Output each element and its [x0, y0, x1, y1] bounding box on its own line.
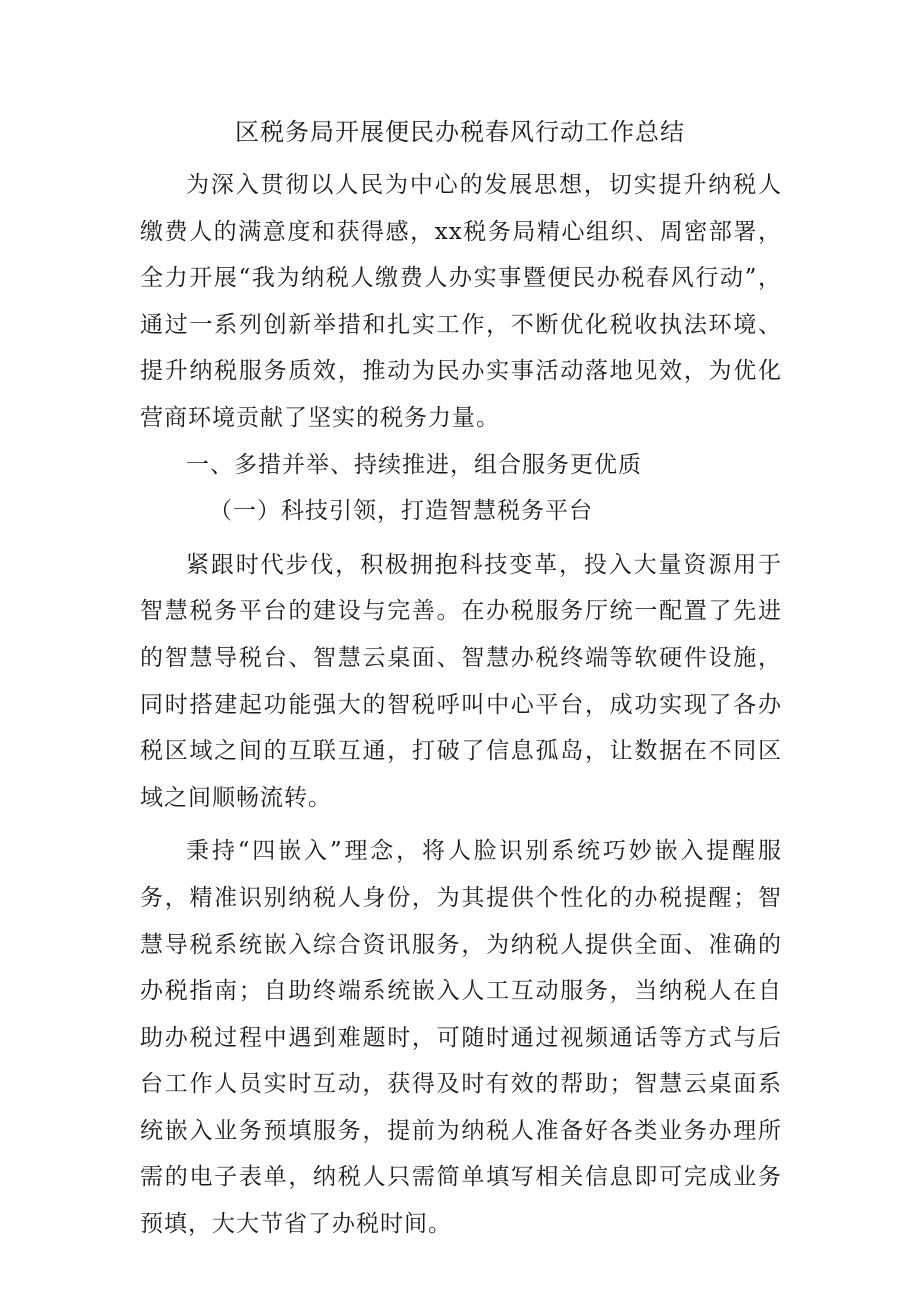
subsection-heading: （一）科技引领，打造智慧税务平台	[209, 498, 593, 525]
document-title: 区税务局开展便民办税春风行动工作总结	[235, 118, 685, 146]
section-heading: 一、多措并举、持续推进，组合服务更优质	[186, 451, 642, 478]
body-paragraph-1: 紧跟时代步伐，积极拥抱科技变革，投入大量资源用于智慧税务平台的建设与完善。在办税服务厅统一配置了先进的智慧导税台、智慧云桌面、智慧办税终端等软硬件设施，同时搭建起功能强大的智税呼叫中心平台，成功实现了各办税区域之间的互联互通，打破了信息孤岛，让数据在不同区域之间顺畅流转。	[140, 551, 782, 811]
document-body	[140, 162, 782, 1248]
intro-paragraph: 为深入贯彻以人民为中心的发展思想，切实提升纳税人缴费人的满意度和获得感，xx税务局精心组织、周密部署，全力开展“我为纳税人缴费人办实事暨便民办税春风行动”，通过一系列创新举措和扎实工作，不断优化税收执法环境、提升纳税服务质效，推动为民办实事活动落地见效，为优化营商环境贡献了坚实的税务力量。	[140, 172, 782, 431]
body-paragraph-2: 秉持“四嵌入”理念，将人脸识别系统巧妙嵌入提醒服务，精准识别纳税人身份，为其提供个性化的办税提醒；智慧导税系统嵌入综合资讯服务，为纳税人提供全面、准确的办税指南；自助终端系统嵌入人工互动服务，当纳税人在自助办税过程中遇到难题时，可随时通过视频通话等方式与后台工作人员实时互动，获得及时有效的帮助；智慧云桌面系统嵌入业务预填服务，提前为纳税人准备好各类业务办理所需的电子表单，纳税人只需简单填写相关信息即可完成业务预填，大大节省了办税时间。	[140, 838, 782, 1238]
